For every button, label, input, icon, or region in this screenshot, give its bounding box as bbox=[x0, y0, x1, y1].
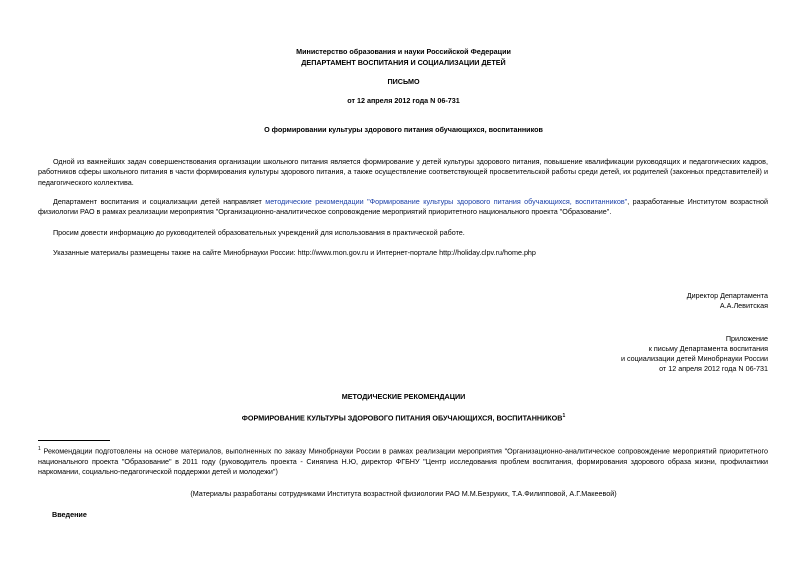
ministry-name: Министерство образования и науки Российской Федерации bbox=[296, 47, 511, 56]
recommendations-subtitle bbox=[0, 413, 807, 424]
document-subject: О формировании культуры здорового питания обучающихся, воспитанников bbox=[264, 125, 543, 134]
appendix-line-4: от 12 апреля 2012 года N 06-731 bbox=[659, 364, 768, 373]
footnote-mark: 1 bbox=[38, 446, 41, 452]
body-paragraph-3: Просим довести информацию до руководителей образовательных учреждений для использования в практической работе. bbox=[53, 228, 465, 237]
signature-position: Директор Департамента bbox=[686, 291, 768, 300]
recommendations-link[interactable]: методические рекомендации "Формирование культуры здорового питания обучающихся, воспитанников" bbox=[265, 197, 628, 206]
footnote-body: Рекомендации подготовлены на основе материалов, выполненных по заказу Минобрнауки России в рамках реализации мероприятия "Организационно-аналитическое сопровождение мероприятий приоритетного национального проекта "Образование" в 2011 году (руководитель проекта - Синягина Н.Ю, директор ФГБНУ "Центр исследования проблем воспитания, формирования здорового образа жизни, профилактики наркомании, социально-педагогической поддержки детей и молодежи") bbox=[38, 446, 768, 477]
signature-name: А.А.Левитская bbox=[719, 301, 768, 310]
document-date-number: от 12 апреля 2012 года N 06-731 bbox=[347, 96, 460, 105]
appendix-label: Приложение bbox=[725, 334, 768, 343]
footnote-reference[interactable]: 1 bbox=[562, 413, 566, 419]
body-paragraph-2-start: Департамент воспитания и социализации детей направляет bbox=[53, 197, 266, 206]
body-paragraph-1: Одной из важнейших задач совершенствования организации школьного питания является формирование у детей культуры здорового питания, повышение квалификации руководящих и педагогических кадров, работников сферы школьного питания в части формирования культуры здорового питания, а также осуществление соответствующей просветительской работы среди детей, их родителей (законных представителей) и педагогического коллектива. bbox=[38, 157, 768, 187]
document-type: ПИСЬМО bbox=[387, 77, 420, 86]
body-paragraph-2 bbox=[38, 197, 768, 218]
authors-note: (Материалы разработаны сотрудниками Института возрастной физиологии РАО М.М.Безруких, Т.А.Филипповой, А.Г.Макеевой) bbox=[190, 489, 617, 498]
intro-heading: Введение bbox=[52, 510, 87, 519]
department-name: ДЕПАРТАМЕНТ ВОСПИТАНИЯ И СОЦИАЛИЗАЦИИ ДЕТЕЙ bbox=[301, 58, 506, 67]
appendix-line-3: и социализации детей Минобрнауки России bbox=[620, 354, 768, 363]
footnote-divider bbox=[38, 440, 110, 441]
footnote-text bbox=[38, 446, 768, 478]
recommendations-title: МЕТОДИЧЕСКИЕ РЕКОМЕНДАЦИИ bbox=[341, 392, 466, 401]
appendix-line-2: к письму Департамента воспитания bbox=[648, 344, 768, 353]
body-paragraph-2-end: , разработанные Институтом возрастной физиологии РАО в рамках реализации мероприятия "Организационно-аналитическое сопровождение мероприятий приоритетного национального проекта "Образование". bbox=[38, 197, 768, 217]
recommendations-subtitle-text: ФОРМИРОВАНИЕ КУЛЬТУРЫ ЗДОРОВОГО ПИТАНИЯ ОБУЧАЮЩИХСЯ, ВОСПИТАННИКОВ bbox=[241, 413, 563, 423]
body-paragraph-4: Указанные материалы размещены также на сайте Минобрнауки России: http://www.mon.gov.ru и Интернет-портале http://holiday.clpv.ru/home.php bbox=[53, 248, 536, 257]
